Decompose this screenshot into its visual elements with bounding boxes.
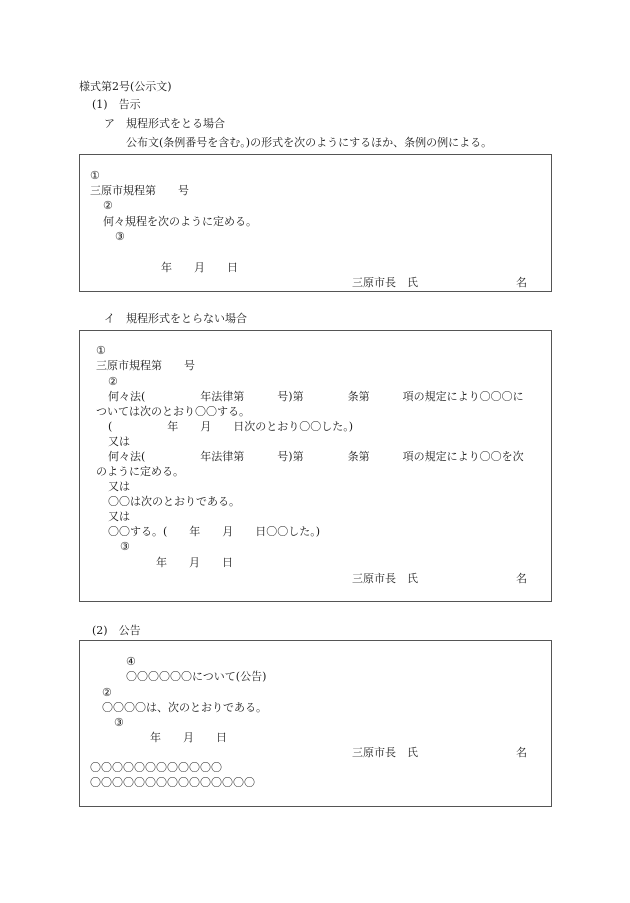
marker-3: ③ [115,230,125,243]
form-title: 様式第2号(公示文) [79,80,172,93]
notice-text: 〇〇〇〇は、次のとおりである。 [102,701,267,714]
placeholder-line-1: 〇〇〇〇〇〇〇〇〇〇〇〇 [90,761,222,774]
body-line-2: ついては次のとおり〇〇する。 [96,405,250,418]
alt-label: 又は [108,435,130,448]
placeholder-line-2: 〇〇〇〇〇〇〇〇〇〇〇〇〇〇〇 [90,776,255,789]
regulation-text: 何々規程を次のように定める。 [103,215,257,228]
subsection-a-heading: ア 規程形式をとる場合 [104,117,225,130]
marker-2: ② [108,375,118,388]
subsection-a-note: 公布文(条例番号を含む。)の形式を次のようにするほか、条例の例による。 [126,136,493,149]
body-line-3: ( 年 月 日次のとおり〇〇した。) [108,420,354,433]
date-line: 年 月 日 [156,556,233,569]
subsection-i-heading: イ 規程形式をとらない場合 [104,312,247,325]
date-line: 年 月 日 [150,731,227,744]
regulation-number: 三原市規程第 号 [90,184,189,197]
signer-title: 三原市長 氏 [352,572,418,585]
body-line-8: 〇〇は次のとおりである。 [108,495,240,508]
date-line: 年 月 日 [161,261,238,274]
body-line-1: 何々法( 年法律第 号)第 条第 項の規定により〇〇〇に [108,390,524,403]
marker-2: ② [103,199,113,212]
section-1-heading: (1) 告示 [92,98,141,111]
marker-3: ③ [114,716,124,729]
signer-name: 名 [516,746,527,759]
alt-label: 又は [108,480,130,493]
marker-2: ② [102,686,112,699]
marker-4: ④ [126,655,136,668]
body-line-10: 〇〇する。( 年 月 日〇〇した。) [108,525,321,538]
marker-3: ③ [120,540,130,553]
marker-1: ① [96,344,106,357]
notice-title: 〇〇〇〇〇〇について(公告) [126,670,267,683]
body-line-6: のように定める。 [96,465,184,478]
body-line-5: 何々法( 年法律第 号)第 条第 項の規定により〇〇を次 [108,450,524,463]
section-2-heading: (2) 公告 [92,624,141,637]
signer-name: 名 [516,572,527,585]
marker-1: ① [90,169,100,182]
signer-title: 三原市長 氏 [352,746,418,759]
regulation-number: 三原市規程第 号 [96,359,195,372]
signer-title: 三原市長 氏 [352,276,418,289]
signer-name: 名 [516,276,527,289]
alt-label: 又は [108,510,130,523]
